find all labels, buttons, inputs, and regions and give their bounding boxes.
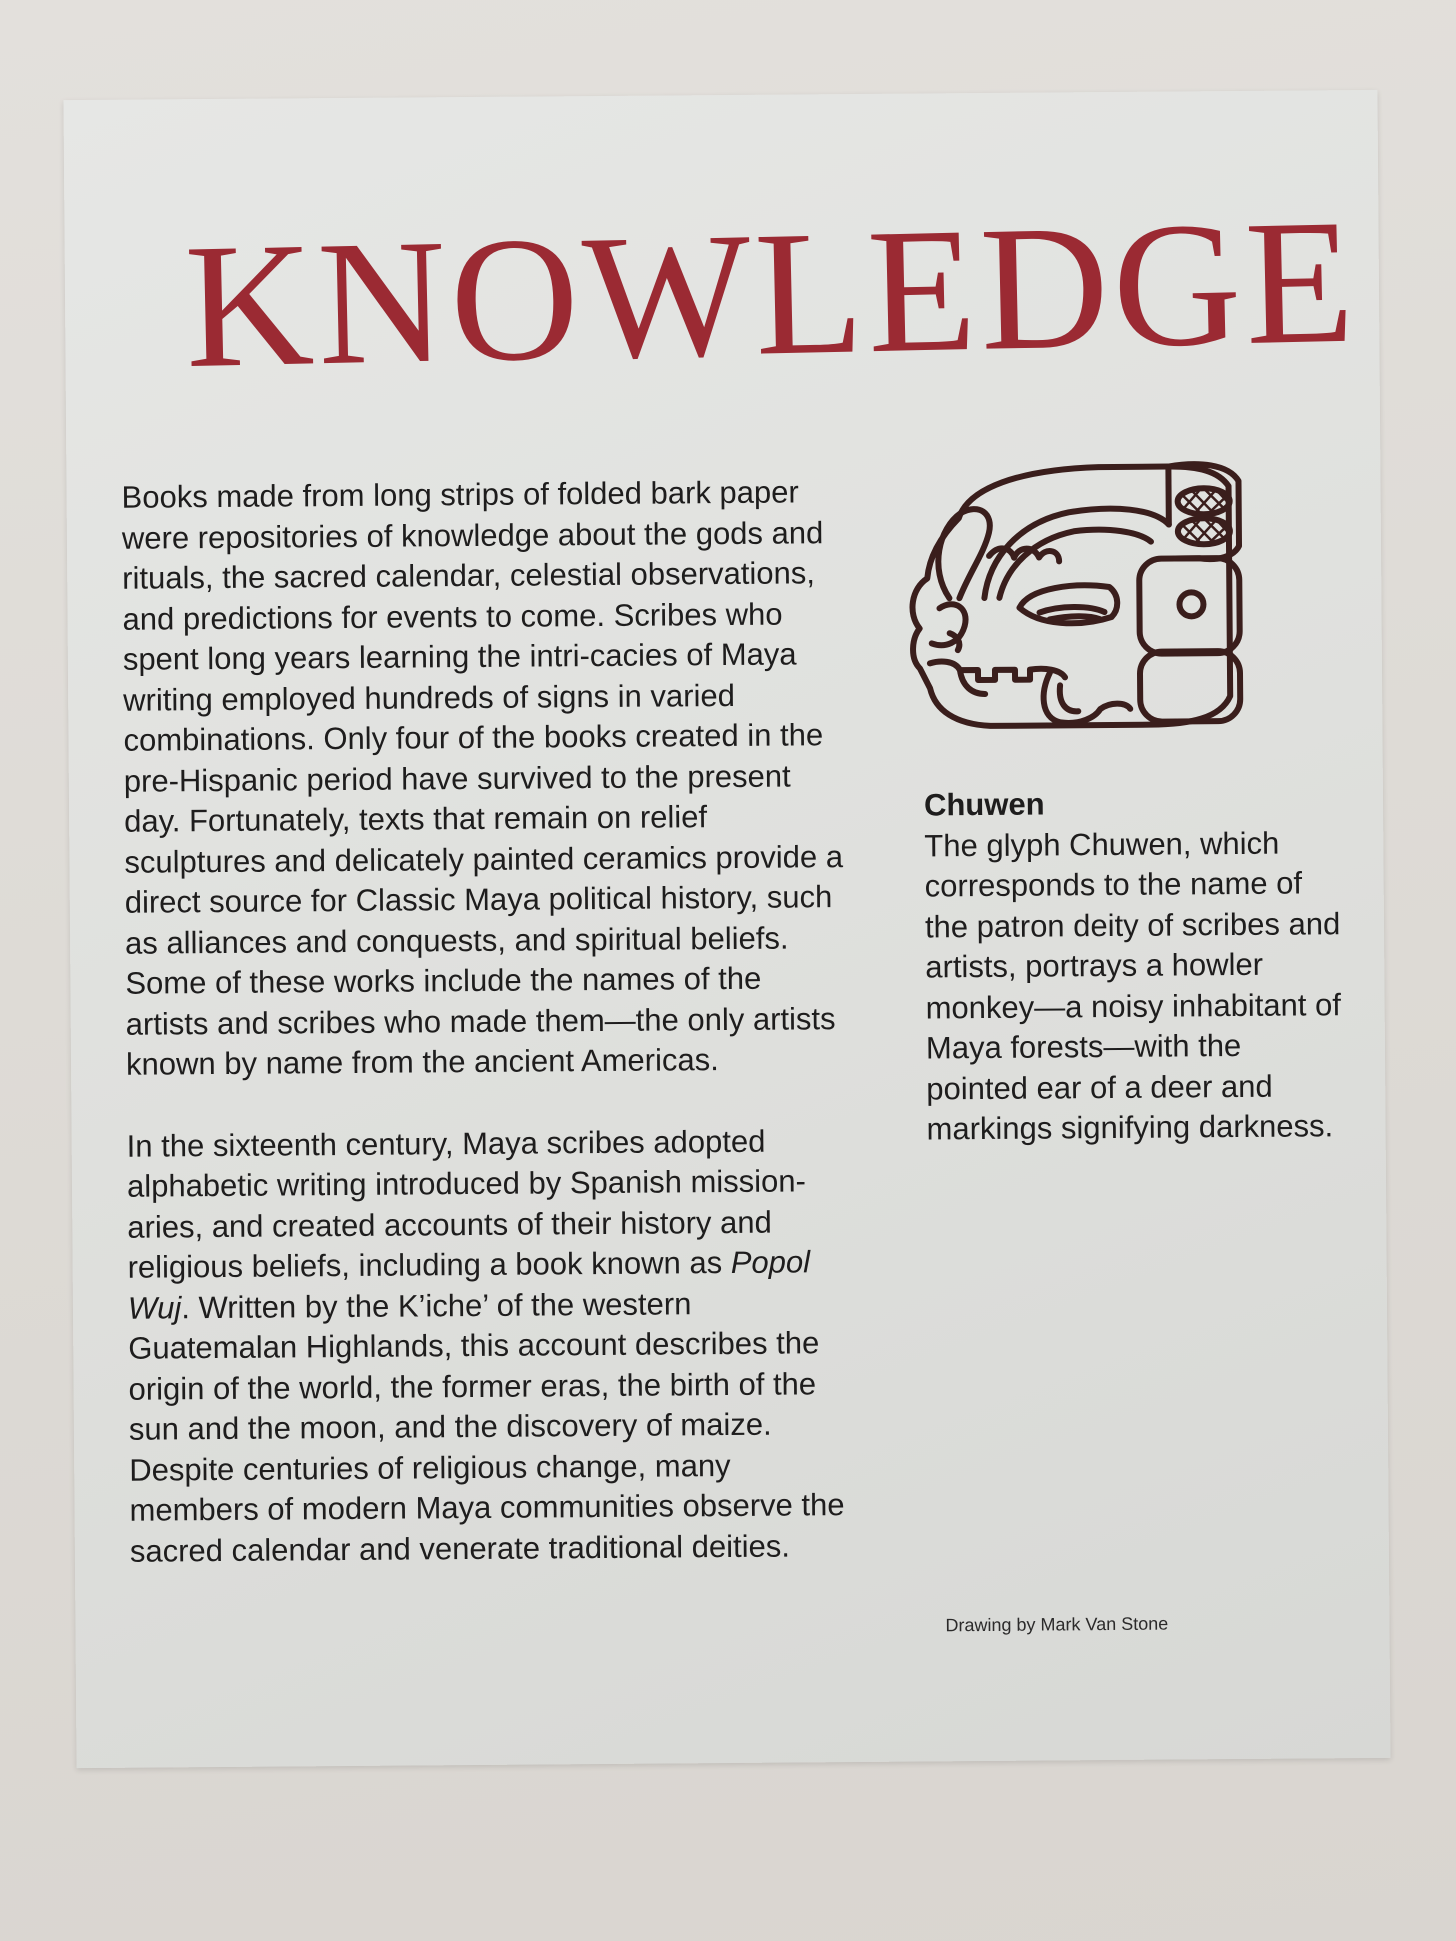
exhibit-panel <box>63 90 1390 1768</box>
main-paragraph-2 <box>127 1121 850 1572</box>
glyph-caption <box>924 782 1347 1150</box>
book-title-popol-wuj: Popol Wuj <box>127 1244 811 1326</box>
chuwen-glyph-icon <box>898 446 1280 749</box>
main-paragraph-2-end: . Written by the K’iche’ of the western Guatemalan Highlands, this account describes the origin of the world, the former eras, the birth of the sun and the moon, and the discovery of maize. Despite centuries of religious change, many members of modern Maya communities observe the sacred calendar and venerate traditional deities. <box>128 1285 845 1569</box>
main-paragraph-1: Books made from long strips of folded bark paper were repositories of knowledge about the gods and rituals, the sacred calendar, celestial observations, and predictions for events to come. Scribes who spent long years learning the intri-cacies of Maya writing employed hundreds of signs in varied combinations. Only four of the books created in the pre-Hispanic period have survived to the present day. Fortunately, texts that remain on relief sculptures and delicately painted ceramics provide a direct source for Classic Maya political history, such as alliances and conquests, and spiritual beliefs. Some of these works include the names of the artists and scribes who made them—the only artists known by name from the ancient Americas. <box>121 474 844 1082</box>
glyph-caption-body: The glyph Chuwen, which corresponds to the name of the patron deity of scribes and artists, portrays a howler monkey—a noisy inhabitant of Maya forests—with the pointed ear of a deer and markings signifying darkness. <box>924 825 1342 1147</box>
glyph-caption-heading: Chuwen <box>923 786 1045 823</box>
drawing-credit: Drawing by Mark Van Stone <box>945 1613 1169 1636</box>
panel-title: KNOWLEDGE <box>182 181 1360 406</box>
main-text-column <box>121 472 850 1613</box>
main-paragraph-2-start: In the sixteenth century, Maya scribes adopted alphabetic writing introduced by Spanish mission-aries, and created accounts of their history and religious beliefs, including a book known as <box>126 1123 807 1285</box>
